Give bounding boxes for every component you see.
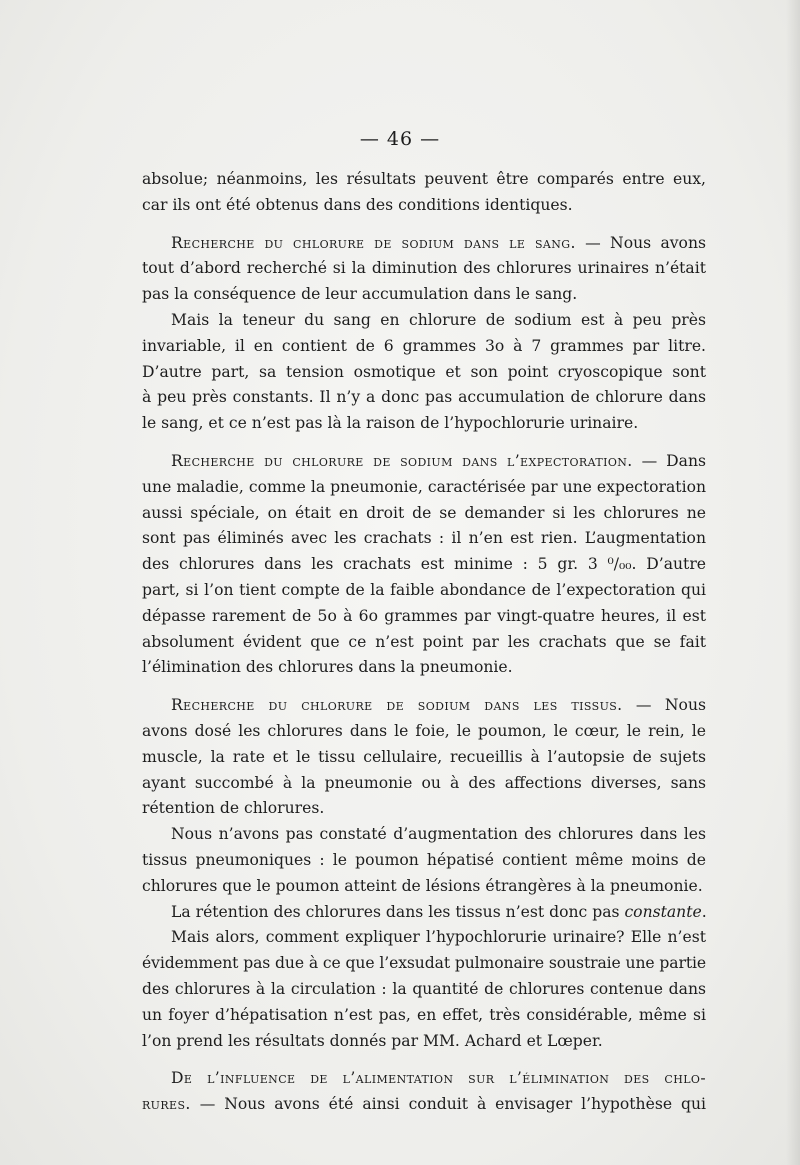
page-number: — 46 — [359, 128, 441, 150]
section-heading-line [142, 1092, 706, 1118]
text-run: . [701, 902, 707, 921]
italic-word: constante [624, 902, 702, 921]
text-line: tout d’abord recherché si la diminution des chlorures urinaires n’était [142, 259, 706, 278]
text-line: une maladie, comme la pneumonie, caractérisée par une expectoration [142, 477, 706, 496]
text-run: La rétention des chlorures dans les tissus n’est donc pas [171, 902, 625, 921]
text-line: tissus pneumoniques : le poumon hépatisé contient même moins de [142, 850, 706, 869]
section-heading-continued: rures. [142, 1095, 191, 1114]
text-line: muscle, la rate et le tissu cellulaire, recueillis à l’autopsie de sujets [142, 747, 706, 766]
text-run: — Nous avons [575, 233, 706, 252]
text-line: aussi spéciale, on était en droit de se demander si les chlorures ne [142, 503, 706, 522]
text-run: — Dans [632, 451, 706, 470]
text-line: ayant succombé à la pneumonie ou à des affections diverses, sans [142, 773, 706, 792]
text-line: absolument évident que ce n’est point par les crachats que se fait [142, 632, 706, 651]
text-line: un foyer d’hépatisation n’est pas, en effet, très considérable, même si [142, 1005, 706, 1024]
text-line: Mais alors, comment expliquer l’hypochlorurie urinaire? Elle n’est [171, 928, 706, 947]
section-heading-line [142, 693, 706, 719]
text-line: Nous n’avons pas constaté d’augmentation des chlorures dans les [171, 825, 706, 844]
text-line: l’élimination des chlorures dans la pneumonie. [142, 658, 513, 677]
text-line: Mais la teneur du sang en chlorure de sodium est à peu près [171, 310, 706, 329]
section-heading-line [142, 449, 706, 475]
section-heading: Recherche du chlorure de sodium dans l’expectoration. [171, 451, 633, 470]
text-line: part, si l’on tient compte de la faible abondance de l’expectoration qui [142, 580, 706, 599]
section-heading: Recherche du chlorure de sodium dans les tissus. [171, 696, 623, 715]
text-line: évidemment pas due à ce que l’exsudat pulmonaire soustraie une partie [142, 954, 707, 973]
text-line: invariable, il en contient de 6 grammes 3o à 7 grammes par litre. [142, 336, 706, 355]
body-text [142, 167, 706, 1118]
text-line: car ils ont été obtenus dans des conditions identiques. [142, 195, 573, 214]
section-heading: Recherche du chlorure de sodium dans le sang. [171, 233, 576, 252]
text-line: le sang, et ce n’est pas là la raison de l’hypochlorurie urinaire. [142, 414, 639, 433]
text-line: sont pas éliminés avec les crachats : il n’en est rien. L’augmentation [142, 529, 706, 548]
text-line: D’autre part, sa tension osmotique et son point cryoscopique sont [142, 362, 706, 381]
text-line: rétention de chlorures. [142, 799, 325, 818]
page-edge-shadow [786, 0, 800, 1165]
text-line [142, 900, 706, 926]
section-heading-line [142, 231, 706, 257]
text-line: des chlorures à la circulation : la quantité de chlorures contenue dans [142, 979, 706, 998]
text-line: à peu près constants. Il n’y a donc pas accumulation de chlorure dans [142, 388, 706, 407]
text-line: avons dosé les chlorures dans le foie, le poumon, le cœur, le rein, le [142, 721, 706, 740]
text-line: chlorures que le poumon atteint de lésions étrangères à la pneumonie. [142, 876, 703, 895]
text-line: l’on prend les résultats donnés par MM. Achard et Lœper. [142, 1031, 603, 1050]
text-line: absolue; néanmoins, les résultats peuvent être comparés entre eux, [142, 170, 706, 188]
text-run: — Nous [622, 696, 706, 715]
text-run: — Nous avons été ainsi conduit à envisager l’hypothèse qui [190, 1095, 706, 1114]
section-heading-line [142, 1066, 706, 1092]
text-line: des chlorures dans les crachats est minime : 5 gr. 3 ⁰/₀₀. D’autre [142, 555, 706, 574]
section-heading: De l’influence de l’alimentation sur l’élimination des chlo- [171, 1069, 706, 1088]
text-line: dépasse rarement de 5o à 6o grammes par vingt-quatre heures, il est [142, 606, 706, 625]
text-line: pas la conséquence de leur accumulation dans le sang. [142, 285, 578, 304]
